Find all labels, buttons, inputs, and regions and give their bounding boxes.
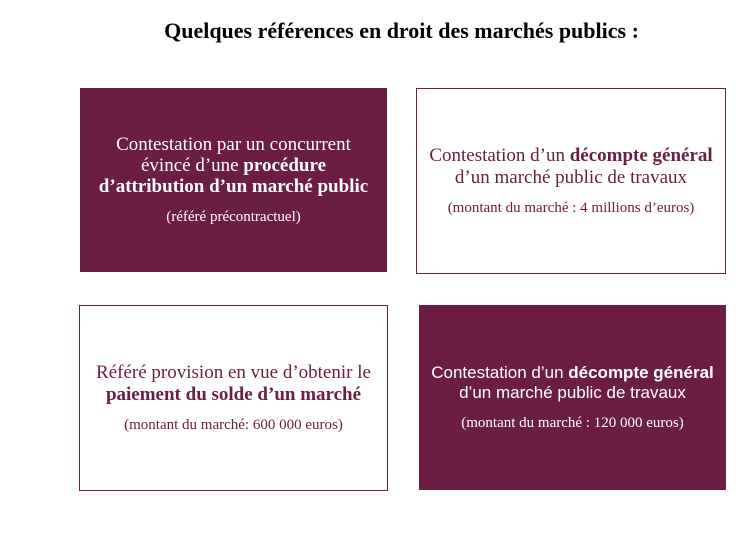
reference-card-decompte-small [419, 305, 726, 490]
card-main-text [90, 134, 377, 198]
card-text: Contestation d’un [429, 145, 570, 167]
card-bold-text: paiement du solde d’un marché [105, 383, 362, 405]
reference-card-decompte-large [416, 88, 726, 274]
reference-card-precontractual [80, 88, 387, 272]
card-text-end: d’un marché public de travaux [459, 383, 686, 402]
card-subtext: (référé précontractuel) [166, 209, 301, 226]
card-main-text [429, 363, 716, 404]
card-text: Contestation d’un [431, 362, 569, 382]
card-text: Référé provision en vue d’obtenir le [96, 362, 371, 384]
card-bold-text: décompte général [569, 145, 713, 167]
card-subtext: (montant du marché: 600 000 euros) [124, 416, 343, 433]
card-subtext: (montant du marché : 4 millions d’euros) [447, 199, 695, 216]
card-main-text [427, 145, 715, 188]
card-text-end: d’un marché public de travaux [454, 166, 688, 188]
card-bold-text: décompte général [568, 362, 714, 382]
card-bold-text: procédure d’attribution d’un marché public [98, 154, 369, 198]
card-subtext: (montant du marché : 120 000 euros) [461, 415, 684, 432]
page-title: Quelques références en droit des marchés publics : [164, 18, 639, 43]
card-text: Contestation par un concurrent évincé d’une [116, 133, 351, 176]
card-main-text [90, 362, 377, 405]
reference-card-provision [79, 305, 388, 491]
